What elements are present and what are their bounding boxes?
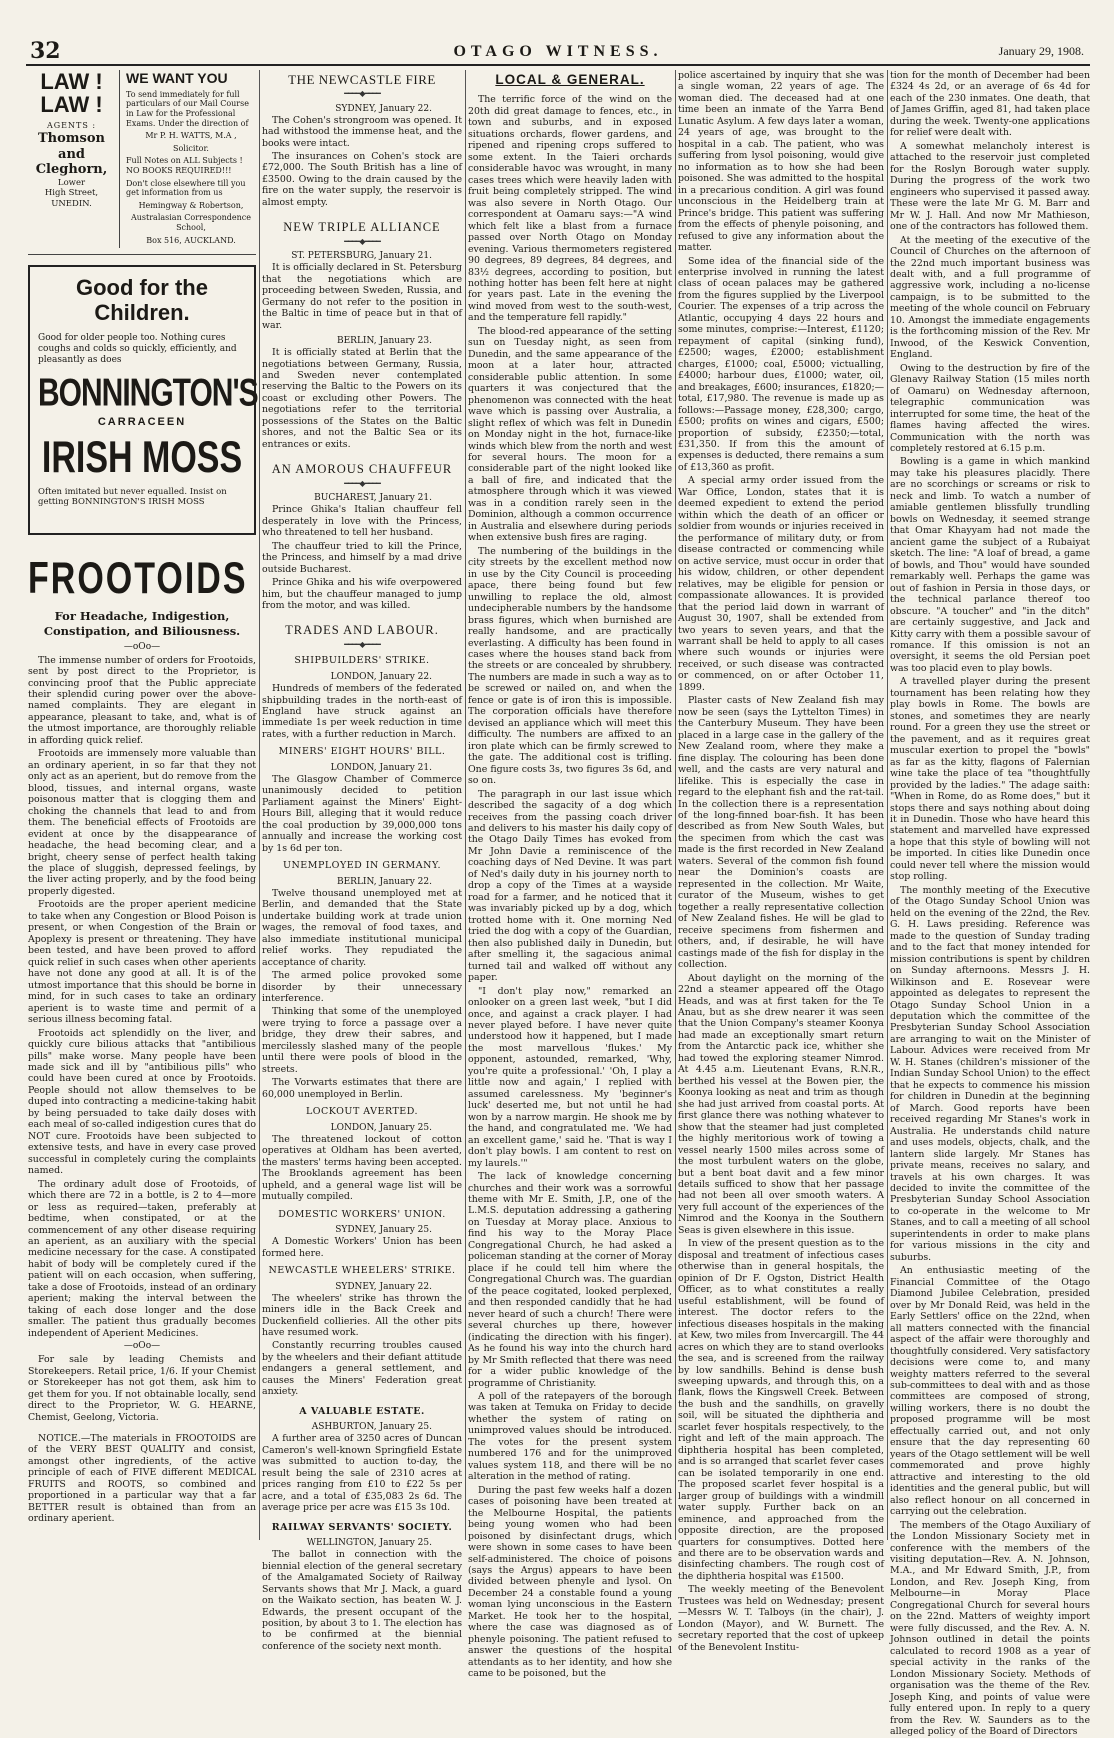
- subhead: UNEMPLOYED IN GERMANY.: [282, 860, 442, 872]
- law-firm-and: and: [58, 146, 85, 162]
- dateline: BERLIN, January 22.: [336, 876, 432, 887]
- article-para: It is officially declared in St. Petersburg that the negotiations which are proceeding between Sweden, Russia, and Germany do not refer to the position in the Baltic in time of peace but in that of war.: [262, 262, 462, 331]
- dateline: ST. PETERSBURG, January 21.: [291, 251, 432, 262]
- irish-moss-ad: [28, 265, 256, 535]
- law-ad-right: [120, 70, 256, 248]
- dateline: LONDON, January 22.: [330, 672, 432, 683]
- article-para: The blood-red appearance of the setting sun on Tuesday night, as seen from Dunedin, and the same appearance of the moon at a later hour, attracted considerable public attention. In some quarters it was conjectured that the phenomenon was connected with the heat wave which is passing over Australia, a slight reflex of which was felt in Dunedin on Monday night in the hot, furnace-like winds which blew from the north and west for several hours. The moon for a considerable part of the night looked like a ball of fire, and indicated that the atmosphere through which it was viewed was in a condition rarely seen in the Dominion, although a common occurrence in Australia and elsewhere during periods when extensive bush fires are raging.: [468, 325, 672, 544]
- headline-triple-alliance: NEW TRIPLE ALLIANCE: [283, 220, 441, 235]
- law-ad-box: Box 516, AUCKLAND.: [146, 235, 236, 245]
- article-para: The members of the Otago Auxiliary of the London Missionary Society met in conference with the members of the visiting deputation—Rev. A. N. Johnson, M.A., and Mr Edward Smith, J.P., from London, and Rev. Joseph King, from Melbourne—in Moray Place Congregational Church for several hours on the 22nd. Matters of weighty import were fully discussed, and the Rev. A. N. Johnson outlined in detail the points calculated to record 1908 as a year of special activity in the ranks of the London Missionary Society. Methods of organisation was the theme of the Rev. Joseph King, and points of value were fully entered upon. In reply to a query from the Rev. W. Saunders as to the alleged policy of the Board of Directors: [890, 1519, 1090, 1738]
- article-para: The terrific force of the wind on the 20th did great damage to fences, etc., in town and suburbs, and in exposed situations orchards, flower gardens, and ripened and ripening crops suffered to some extent. In the Taieri orchards considerable havoc was wrought, in many cases trees which were heavily laden with fruit being completely stripped. The wind was also severe in North Otago. Our correspondent at Oamaru says:—"A wind which felt like a blast from a furnace passed over North Otago on Monday evening. Various thermometers registered 90 degrees, 89 degrees, 84 degrees, and 83½ degrees, according to position, but nothing hotter has been felt here at night for years past. Late in the evening the wind moved from west to the south-west, and the temperature fell rapidly.": [468, 94, 672, 324]
- law-firm-name-2: Cleghorn,: [35, 162, 108, 178]
- article-para: Owing to the destruction by fire of the Glenavy Railway Station (15 miles north of Oamaru) on Wednesday afternoon, telegraphic communication was interrupted for some time, the heat of the flames having affected the wires. Communication with the north was completely restored at 6.15 p.m.: [890, 362, 1090, 454]
- law-heading-1: LAW !: [40, 69, 103, 94]
- subhead: LOCKOUT AVERTED.: [305, 1106, 419, 1118]
- dateline: WELLINGTON, January 25.: [306, 1538, 432, 1549]
- dateline: LONDON, January 25.: [330, 1122, 432, 1133]
- article-para: At the meeting of the executive of the Council of Churches on the afternoon of the 22nd much important business was dealt with, and a full programme of aggressive work, including a no-license campaign, is to be submitted to the meeting of the whole council on February 10. Amongst the immediate engagements is the forthcoming mission of the Rev. Mr Inwood, of the Keswick Convention, England.: [890, 234, 1090, 361]
- article-para: A travelled player during the present tournament has been relating how they play bowls in Rome. The bowls are stones, and sometimes they are nearly round. For a green they use the street or the pavement, and as it requires great muscular exertion to propel the "bowls" as far as the kitty, flagons of Falernian wine take the place of tea "thoughtfully provided by the ladies." The adage saith: "When in Rome, do as Rome does," but it stops there and says nothing about doing it in Dunedin. Those who have heard this statement and marvelled have expressed a hope that this style of bowling will not be imported. In cities like Dunedin once could never tell where the mission would stop rolling.: [890, 676, 1090, 883]
- headline-newcastle-fire: THE NEWCASTLE FIRE: [288, 72, 436, 87]
- headline-amorous-chauffeur: AN AMOROUS CHAUFFEUR: [271, 462, 453, 477]
- headline-ornament: [262, 640, 462, 650]
- column-advertisements: [28, 70, 256, 1540]
- article-para: The lack of knowledge concerning churches and their work was a sorrowful theme with Mr E. Smith, J.P., one of the L.M.S. deputation addressing a gathering on Tuesday at Moray place. Anxious to find his way to the Moray Place Congregational Church, he had asked a policeman standing at the corner of Moray place if he could tell him where the Congregational Church was. The guardian of the peace cogitated, looked perplexed, and then responded candidly that he had never heard of such a church! There were several churches up there, however (indicating the direction with his finger). As he found his way into the church hard by Mr Smith reflected that there was need for a wider public knowledge of the programme of Christianity.: [468, 1171, 672, 1389]
- article-para: Thinking that some of the unemployed were trying to force a passage over a bridge, they drew their sabres, and mercilessly slashed many of the people until there were pools of blood in the streets.: [262, 1006, 462, 1075]
- article-para: A somewhat melancholy interest is attached to the reservoir just completed for the Roslyn Borough water supply. During the progress of the work two engineers who supervised it passed away. These were the late Mr G. M. Barr and Mr W. J. Hall. And now Mr Mathieson, one of the contractors has followed them.: [890, 140, 1090, 233]
- article-para: The Cohen's strongroom was opened. It had withstood the immense heat, and the books were intact.: [262, 114, 462, 149]
- article-para: In view of the present question as to the disposal and treatment of infectious cases otherwise than in general hospitals, the opinion of Dr F. Ogston, District Health Officer, as to what constitutes a really useful establishment, will be found of interest. The doctor refers to the infectious diseases hospitals in the making at Kew, two miles from Invercargill. The 44 acres on which they are to stand overlooks the sea, and is screened from the railway by low sandhills. Behind is dense bush sweeping upwards, and through this, on a flank, flows the Kingswell Creek. Between the bush and the sandhills, on gravelly soil, will be situated the diphtheria and scarlet fever hospitals respectively, to the right and left of the main approach. The diphtheria hospital has been completed, and is so arranged that scarlet fever cases can be isolated temporarily in one end. The proposed scarlet fever hospital is a larger group of buildings with a windmill water supply. Further back on an eminence, and approached from the opposite direction, are the proposed quarters for consumptives. Dotted here and there are to be observation wards and disinfecting chambers. The rough cost of the diphtheria hospital was £1500.: [678, 1238, 884, 1582]
- frootoids-para: Frootoids are immensely more valuable than an ordinary aperient, in so far that they not only act as an aperient, but do remove from the blood, tissues, and internal organs, waste poisonous matter that is clogging them and choking the channels that lead to and from them. The beneficial effects of Frootoids are evident at once by the disappearance of headache, the head becoming clear, and a bright, cheery sense of perfect health taking the place of sluggish, depressed feelings, by the liver acting properly, and by the food being properly digested.: [28, 748, 256, 897]
- article-para: The numbering of the buildings in the city streets by the excellent method now in use by the City Council is proceeding apace, there being found but few unwilling to replace the old, almost undecipherable numbers by the handsome brass figures, which when burnished are really handsome, and are practically everlasting. A difficulty has been found in cases where the houses stand back from the streets or are concealed by shrubbery. The numbers are made in such a way as to be screwed or nailed on, and when the fence or gate is of iron this is impossible. The corporation officials have therefore devised an appliance which will meet this difficulty. The numbers are affixed to an iron plate which can be firmly screwed to the gate. The additional cost is trifling. One figure costs 3s, two figures 3s 6d, and so on.: [468, 545, 672, 787]
- article-para: "I don't play now," remarked an onlooker on a green last week, "but I did once, and against a crack player. I had never played before. I have never quite understood how it happened, but I made the most marvellous 'flukes.' My opponent, astounded, remarked, 'Why, you're quite a professional.' 'Oh, I play a little now and again,' I replied with assumed carelessness. My 'beginner's luck' deserted me, but not until he had won by a narrow margin. He shook me by the hand, and congratulated me. 'We had an excellent game,' said he. 'That is way I don't play bowls. I am content to rest on my laurels.'": [468, 985, 672, 1169]
- column-divider: [259, 70, 260, 1540]
- article-para: A Domestic Workers' Union has been formed here.: [262, 1236, 462, 1259]
- dateline: SYDNEY, January 22.: [335, 103, 432, 114]
- law-ad-school-2: Australasian Correspondence School,: [130, 213, 252, 232]
- frootoids-subtitle-2: Constipation, and Biliousness.: [43, 624, 241, 639]
- frootoids-notice: NOTICE.—The materials in FROOTOIDS are of the VERY BEST QUALITY and consist, amongst other ingredients, of the active principle of each of FIVE different MEDICAL FRUITS and ROOTS, so combined and proportioned in a particular way that a far BETTER result is obtained than from an ordinary aperient.: [28, 1433, 256, 1525]
- irish-moss-intro: Good for older people too. Nothing cures coughs and colds so quickly, efficiently, and pleasantly as does: [38, 332, 237, 365]
- column-local-general: [468, 70, 672, 1680]
- dateline: SYDNEY, January 22.: [335, 1281, 432, 1292]
- article-para: Constantly recurring troubles caused by the wheelers and their defiant attitude endangers a general settlement, and causes the Miners' Federation great anxiety.: [262, 1340, 462, 1398]
- dateline: BERLIN, January 23.: [336, 336, 432, 347]
- article-para: About daylight on the morning of the 22nd a steamer appeared off the Otago Heads, and was at first taken for the Te Anau, but as she drew nearer it was seen that the Union Company's steamer Koonya had made an exceptionally smart return from the Antarctic pack ice, whither she had towed the exploring steamer Nimrod. At 4.45 a.m. Lieutenant Evans, R.N.R., berthed his vessel at the Bowen pier, the Koonya looking as neat and trim as though she had just arrived from coastal ports. At first glance there was nothing whatever to show that the steamer had just completed the highly meritorious work of towing a vessel nearly 1500 miles across some of the most turbulent waters on the globe, but a bent boat davit and a few minor details sufficed to show that her passage had not been all over smooth waters. A very full account of the experiences of the Nimrod and the Koonya in the Southern Seas is given elsewhere in this issue.: [678, 972, 884, 1236]
- article-para: An enthusiastic meeting of the Financial Committee of the Otago Diamond Jubilee Celebration, presided over by Mr Donald Reid, was held in the Early Settlers' office on the 22nd, when all matters connected with the financial aspect of the affair were thoroughly and thoughtfully considered. Very satisfactory decisions were come to, and many weighty matters referred to the several sub-committees to deal with and as those committees are composed of strong, willing workers, there is no doubt the proposed programme will be most effectually carried out, and not only ensure that the day representing 60 years of the Otago settlement will be well commemorated and prove highly attractive and interesting to the old identities and the general public, but will also reflect honour on all concerned in carrying out the celebration.: [890, 1265, 1090, 1518]
- article-para: During the past few weeks half a dozen cases of poisoning have been treated at the Melbourne Hospital, the patients being young women who had been poisoned by disinfectant drugs, which were shown in some cases to have been self-administered. The choice of poisons (says the Argus) appears to have been divided between phenyle and lysol. On December 24 a constable found a young woman lying unconscious in the Eastern Market. He took her to the hospital, where the case was diagnosed as of phenyle poisoning. The patient refused to answer the questions of the hospital attendants as to her identity, and how she came to be poisoned, but the: [468, 1484, 672, 1680]
- page-header: [26, 36, 1090, 64]
- dateline: SYDNEY, January 25.: [335, 1225, 432, 1236]
- article-para: The paragraph in our last issue which described the sagacity of a dog which receives from the passing coach driver and delivers to his master his daily copy of the Otago Daily Times has evoked from Mr John Davie a reminiscence of the coaching days of Ned Devine. It was part of Ned's daily duty in his journey north to drop a copy of the Times at a wayside road for a farmer, and he noticed that it was invariably picked up by a dog, which trotted home with it. One morning Ned tried the dog with a copy of the Guardian, then also published daily in Dunedin, but after smelling it, the sagacious animal turned tail and walked off without any paper.: [468, 788, 672, 984]
- law-address-1: Lower: [57, 177, 86, 188]
- irish-moss-title-1: Good for the: [76, 275, 208, 301]
- law-firm-name-1: Thomson: [38, 130, 105, 146]
- header-rule: [26, 64, 1090, 66]
- law-ad-text-1: To send immediately for full particulars of our Mail Course in Law for the Professional Exams. Under the direction of: [126, 89, 249, 128]
- law-ad-school-1: Hemingway & Robertson,: [138, 200, 244, 210]
- issue-date: January 29, 1908.: [998, 44, 1084, 58]
- law-ad-text-3: Don't close elsewhere till you get information from us: [126, 178, 246, 198]
- article-para: It is officially stated at Berlin that the negotiations between Germany, Russia, and Sweden never contemplated reserving the Baltic to the Powers on its coast or excluding other Powers. The negotiations refer to the territorial possessions of the States on the Baltic shores, and not the Baltic Sea or its entrances or exits.: [262, 347, 462, 450]
- article-para: Plaster casts of New Zealand fish may now be seen (says the Lyttelton Times) in the Canterbury Museum. They have been placed in a large case in the gallery of the New Zealand room, where they make a fine display. The colouring has been done well, and the casts are very natural and lifelike. This is especially the case in regard to the elephant fish and the rat-tail. In the collection there is a representation of the long-finned boar-fish. It has been described as from New South Wales, but the specimen from which the cast was made is the first recorded in New Zealand waters. Several of the common fish found near the Dominion's coasts are represented in the collection. Mr Waite, curator of the Museum, wishes to get together a really representative collection of New Zealand fishes. He will be glad to receive specimens from fishermen and others, and, if desirable, he will have castings made of the fish for display in the collection.: [678, 695, 884, 971]
- article-para: Prince Ghika and his wife overpowered him, but the chauffeur managed to jump from the motor, and was killed.: [262, 577, 462, 612]
- article-para: Prince Ghika's Italian chauffeur fell desperately in love with the Princess, who threatened to tell her husband.: [262, 504, 462, 539]
- law-ad-left: [28, 70, 120, 248]
- subhead: NEWCASTLE WHEELERS' STRIKE.: [268, 1265, 456, 1277]
- column-cable-news: [262, 70, 462, 1652]
- law-ad-director: Mr P. H. WATTS, M.A ,: [145, 131, 237, 141]
- column-divider: [887, 70, 888, 1540]
- headline-local-general: LOCAL & GENERAL.: [495, 72, 645, 87]
- frootoids-title: FROOTOIDS: [28, 554, 248, 604]
- column-divider: [465, 70, 466, 1540]
- law-city: UNEDIN.: [51, 198, 92, 209]
- law-heading-2: LAW !: [40, 92, 103, 118]
- irish-moss-title-2: Children.: [94, 300, 190, 326]
- irish-moss-brand: BONNINGTON'S: [38, 371, 258, 415]
- article-para: Some idea of the financial side of the enterprise involved in running the latest class of ocean palaces may be gathered from the figures supplied by the Liverpool Courier. The expenses of a trip across the Atlantic, occupying 4 days 22 hours and some minutes, comprise:—Interest, £1120; repayment of capital (sinking fund), £2500; wages, £2000; establishment charges, £1000; coal, £5000; victualling, £4000; harbour dues, £1000; water, oil, and breakages, £600; insurances, £1820;—total, £17,980. The revenue is made up as follows:—Passage money, £28,300; cargo, £500; profits on wines and cigars, £500; proportion of subsidy, £2350;—total, £31,350. If from this the amount of expenses is deducted, there remains a sum of £13,360 as profit.: [678, 255, 884, 473]
- frootoids-para: The ordinary adult dose of Frootoids, of which there are 72 in a bottle, is 2 to 4—more or less as required—taken, preferably at bedtime, when constipated, or at the commencement of any other disease requiring an aperient, as an auxiliary with the special medicine necessary for the case. A constipated habit of body will be completely cured if the patient will on each occasion, when suffering, take a dose of Frootoids, instead of an ordinary aperient; making the interval between the taking of each dose longer and the dose smaller. The patient thus gradually becomes independent of Aperient Medicines.: [28, 1178, 256, 1339]
- dateline: LONDON, January 21.: [330, 762, 432, 773]
- column-divider: [675, 70, 676, 1540]
- frootoids-divider: —oOo—: [123, 641, 161, 652]
- headline-ornament: [262, 237, 462, 247]
- irish-moss-fine-print: Often imitated but never equalled. Insist on getting BONNINGTON'S IRISH MOSS: [38, 487, 227, 508]
- column-local-continued-2: [890, 70, 1090, 1738]
- law-ad-solicitor: Solicitor.: [173, 143, 209, 153]
- law-agents-label: AGENTS :: [46, 121, 97, 131]
- headline-ornament: [262, 479, 462, 489]
- law-course-ad: [28, 70, 256, 255]
- article-para: The weekly meeting of the Benevolent Trustees was held on Wednesday; present—Messrs W. T. Talboys (in the chair), J. London (Mayor), and W. Burnett. The secretary reported that the cost of upkeep of the Benevolent Institu-: [678, 1584, 884, 1653]
- frootoids-divider: —oOo—: [123, 1341, 161, 1352]
- article-para: A poll of the ratepayers of the borough was taken at Temuka on Friday to decide whether the system of rating on unimproved values should be introduced. The votes for the present system numbered 176 and for the unimproved values system 118, and there will be no alteration in the method of rating.: [468, 1390, 672, 1483]
- article-para: Twelve thousand unemployed met at Berlin, and demanded that the State undertake building work at trade union wages, the removal of food taxes, and also immediate institutional municipal relief works. They repudiated the acceptance of charity.: [262, 887, 462, 968]
- article-para: The chauffeur tried to kill the Prince, the Princess, and himself by a mad drive outside Bucharest.: [262, 540, 462, 575]
- irish-moss-product: IRISH MOSS: [41, 432, 243, 483]
- headline-valuable-estate: A VALUABLE ESTATE.: [299, 1405, 425, 1417]
- dateline: BUCHAREST, January 21.: [314, 493, 432, 504]
- dateline: ASHBURTON, January 25.: [311, 1422, 432, 1433]
- article-para: The insurances on Cohen's stock are £72,000. The South British has a line of £3500. Owing to the drain caused by the fire on the water supply, the reservoir is almost empty.: [262, 150, 462, 208]
- article-para: The monthly meeting of the Executive of the Otago Sunday School Union was held on the evening of the 22nd, the Rev. G. H. Laws presiding. Reference was made to the question of Sunday trading and to the fact that money intended for mission contributions is spent by children on Sunday afternoons. Messrs J. H. Wilkinson and E. Rosevear were appointed as delegates to represent the Otago Sunday School Union in a deputation which the committee of the Presbyterian Sunday School Association are arranging to wait on the Minister of Labour. Advices were received from Mr W. H. Stanes (children's missioner of the Indian Sunday School Union) to the effect that he expects to commence his mission for children in Dunedin at the beginning of March. Good reports have been received regarding Mr Stanes's work in Australia. He understands child nature and uses models, objects, chalk, and the lantern slide largely. Mr Stanes has private means, receives no salary, and travels at his own charges. It was decided to invite the committee of the Presbyterian Sunday School Association to co-operate in the welcome to Mr Stanes, and to call a meeting of all school superintendents in order to make plans for various missions in the city and suburbs.: [890, 884, 1090, 1263]
- subhead: DOMESTIC WORKERS' UNION.: [278, 1208, 446, 1220]
- article-para: The threatened lockout of cotton operatives at Oldham has been averted, the masters' terms having been accepted. The Brooklands agreement has been upheld, and a general wage list will be mutually compiled.: [262, 1133, 462, 1203]
- article-para: The wheelers' strike has thrown the miners idle in the Back Creek and Duckenfield collieries. All the other pits have resumed work.: [262, 1292, 462, 1338]
- subhead: MINERS' EIGHT HOURS' BILL.: [278, 746, 446, 758]
- law-ad-heading: WE WANT YOU: [126, 70, 228, 86]
- frootoids-para: Frootoids are the proper aperient medicine to take when any Congestion or Blood Poison is present, or when Congestion of the Brain or Apoplexy is present or threatening. They have been tested, and have been proved to afford quick relief in such cases when other aperients have not done any good at all. It is of the utmost importance that this should be borne in mind, for in such cases to take an ordinary aperient is to waste time and permit of a serious illness becoming fatal.: [28, 899, 256, 1026]
- article-para: A special army order issued from the War Office, London, states that it is deemed expedient to extend the period within which the death of an officer or soldier from wounds or injuries received in the performance of military duty, or from disease contracted or commencing while on active service, must occur in order that his widow, children, or other dependent relatives, may be eligible for pension or compassionate allowances. It is provided that the period laid down in warrant of August 30, 1907, shall be extended from two years to seven years, and that the warrant shall be held to apply to all cases where such wounds or injuries were received, or such disease was contracted or commenced, on or after October 11, 1899.: [678, 475, 884, 693]
- masthead: OTAGO WITNESS.: [453, 43, 663, 60]
- article-para: tion for the month of December had been £324 4s 2d, or an average of 6s 4d for each of the 230 inmates. One death, that of James Griffin, aged 81, had taken place during the week. Twenty-one applications for relief were dealt with.: [890, 70, 1090, 139]
- law-ad-text-2: Full Notes on ALL Subjects ! NO BOOKS REQUIRED!!!: [126, 156, 243, 175]
- subhead: SHIPBUILDERS' STRIKE.: [294, 655, 430, 667]
- article-para: Hundreds of members of the federated shipbuilding trades in the north-east of England have struck against an immediate 1s per week reduction in time rates, with a further reduction in March.: [262, 683, 462, 740]
- headline-ornament: [262, 89, 462, 99]
- article-para: police ascertained by inquiry that she was a single woman, 22 years of age. The woman died. The deceased had at one time been an inmate of the Yarra Bend Lunatic Asylum. A few days later a woman, 24 years of age, was brought to the hospital in a cab. The patient, who was suffering from lysol poisoning, would give no information as to how she had been poisoned. She was admitted to the hospital in a precarious condition. A girl was found unconscious in the Heidelberg train at Prince's bridge. This patient was suffering from the effects of phenyle poisoning, and refused to give any information about the matter.: [678, 70, 884, 254]
- headline-railway-servants: RAILWAY SERVANTS' SOCIETY.: [271, 1521, 453, 1533]
- page-number: 32: [30, 38, 61, 64]
- frootoids-para: The immense number of orders for Frootoids, sent by post direct to the Proprietor, is convincing proof that the Public appreciate their splendid curing power over the above-named complaints. They are elegant in appearance, pleasant to take, and, what is of the utmost importance, are thoroughly reliable in affording quick relief.: [28, 654, 256, 746]
- headline-trades-labour: TRADES AND LABOUR.: [285, 623, 439, 638]
- article-para: The armed police provoked some disorder by their unnecessary interference.: [262, 970, 462, 1004]
- law-address-2: High Street,: [44, 188, 99, 199]
- article-para: The Vorwarts estimates that there are 60,000 unemployed in Berlin.: [262, 1077, 462, 1100]
- article-para: The ballot in connection with the biennial election of the general secretary of the Amalgamated Society of Railway Servants shows that Mr J. Mack, a guard on the Waikato section, has beaten W. J. Edwards, the present occupant of the position, by about 3 to 1. The election has to be confirmed at the biennial conference of the society next month.: [262, 1549, 462, 1652]
- article-para: A further area of 3250 acres of Duncan Cameron's well-known Springfield Estate was submitted to auction to-day, the result being the sale of 2310 acres at prices ranging from £10 to £22 5s per acre, and a total of £35,083 2s 6d. The average price per acre was £15 3s 10d.: [262, 1433, 462, 1514]
- frootoids-sale: For sale by leading Chemists and Storekeepers. Retail price, 1/6. If your Chemist or Storekeeper has not got them, ask him to get them for you. If not obtainable locally, send direct to the Proprietor, W. G. HEARNE, Chemist, Geelong, Victoria.: [28, 1354, 256, 1423]
- article-para: Bowling is a game in which mankind may take his pleasures placidly. There are no scorchings or screams or risk to neck and limb. To watch a number of amiable gentlemen blissfully trundling bowls on Wednesday, it seemed strange that Omar Khayyam had not made the ancient game the subject of a Rubaiyat sketch. The line: "A loaf of bread, a game of bowls, and Thou" would have sounded remarkably well. Perhaps the game was out of fashion in Persia in those days, or the technical parlance thereof too obscure. "A toucher" and "in the ditch" are certainly suggestive, and Jack and Kitty carry with them a possible savour of romance. If this omission is not an oversight, it seems the old Persian poet was too placid even to play bowls.: [890, 456, 1090, 674]
- frootoids-para: Frootoids act splendidly on the liver, and quickly cure bilious attacks that "antibilious pills" make worse. Many people have been made sick and ill by "antibilious pills" who could have been cured at once by Frootoids. People should not allow themselves to be duped into contracting a medicine-taking habit by being persuaded to take daily doses with each meal of so-called indigestion cures that do NOT cure. Frootoids have been subjected to extensive tests, and have in every case proved successful in completely curing the complaints named.: [28, 1027, 256, 1177]
- irish-moss-subtitle: CARRACEEN: [97, 416, 187, 429]
- frootoids-subtitle-1: For Headache, Indigestion,: [54, 608, 230, 623]
- article-para: The Glasgow Chamber of Commerce unanimously decided to petition Parliament against the Miners' Eight-Hours Bill, alleging that it would reduce the coal production by 39,000,000 tons annually and increase the working cost by 1s 6d per ton.: [262, 773, 462, 854]
- column-local-continued: [678, 70, 884, 1653]
